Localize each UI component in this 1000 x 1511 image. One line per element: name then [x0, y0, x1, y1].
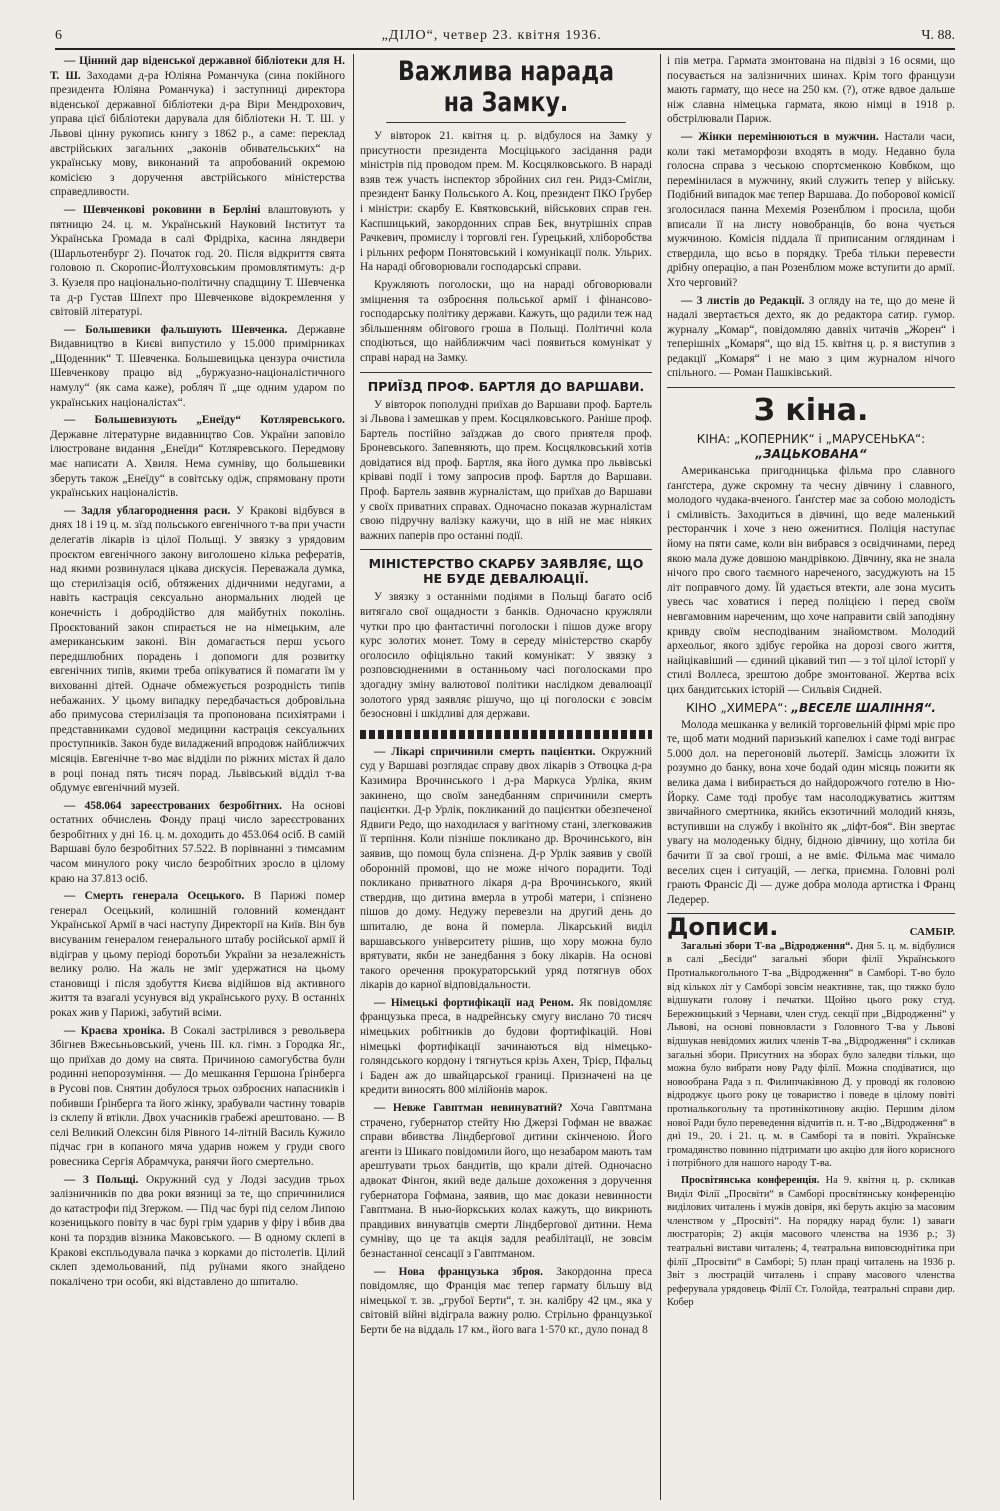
- page-header: [55, 22, 955, 50]
- news-item: [50, 504, 345, 796]
- news-item-text: Настали часи, коли такі метаморфози входять в моду. Недавно була голосна справа з чеською спортсменкою Ковбком, що перемінилася в мужчину, який служить тепер у війську. Подібний випадок має тепер Варшава. До поборової комісії зголосилася панна Мехемія Розенблюм і просила, щоби вписали її на листу новобранців, бо вона чується мужчиною. Комісія піддала її приписаним оглядинам і ствердила, що всьо в порядку. Треба тільки перевести дрібну операцію, а пан Розенблюм може вступити до армії. Хто черговий?: [667, 130, 955, 289]
- news-item-text: Заходами д-ра Юліяна Романчука (сина покійного президента Юліяна Романчука) і заступниці директора віденської державної бібліотеки д-ра Віри Мендрохович, управа цієї бібліотеки дарувала для бібліотеки Н. Т. Ш. у Львові цінну рукопись книгу з 1862 р., а саме: переклад австрійських загальних „законів обивательських“ на українську мову, виконаний та апробований окремою комісією з доручення австрійського міністерства справедливости.: [50, 69, 345, 199]
- news-item-lead: — Смерть генерала Осецького.: [64, 890, 245, 903]
- article-paragraph: У вівторок 21. квітня ц. р. відбулося на Замку у присутности президента Мосціцького засідання ради міністрів під проводом прем. М. Косцялковського. В нараді взяв теж участь інспектор збройних сил ген. Ридз-Сміґли, президент Банку Польського А. Коц, президент ПКО Ґрубер і міністри: скарбу Е. Квятковський, військових справ ген. Каспшицький, закордонних справ Бек, внутрішніх справ Рачкевич, промислу і торговлі ген. Ґурецький, хліборобства і рільних реформ Понятовський і комунікації полк. Ульрих. На нараді обговорювали господарські справи.: [360, 130, 652, 274]
- news-item-lead: — З Польщі.: [64, 1173, 139, 1186]
- news-item-text: У Кракові відбувся в днях 18 і 19 ц. м. зїзд польського евгенічного т-ва при участи делегатів лікарів із цілої Польщі. У звязку з урядовим проєктом евгенічного закону виголошено кілька рефератів, над якими розвинулася цікава дискусія. Переважала думка, що стерилізація осіб, обтяжених дідичними недугами, а навіть кастрація сексуально анормальних людей це конечність і добродійство для майбутніх поколінь. Проєктований закон спирається не на німецьким, але американським законі. Він домагається перш усього передшлюбних порадень і допомоги для розвитку евгенічних типів, якими треба опікуватися й помагати їм у вихованні дітей. Одначе обмежується розродність типів небажаних. У цьому випадку передбачається добровільна або примусова стерилізація та пропонована психіятрами і представниками судової медицини кастрація сексуальних проступників. Закон буде виладжений впродовж найближчих місяців. Евгенічне т-во має відділи по ріжних містах й дало в році понад пять тисяч порад. Львівський відділ т-ва обдумує евгенічний музей.: [50, 504, 345, 795]
- news-item: [50, 799, 345, 887]
- news-item-lead: — Шевченкові роковини в Берліні: [64, 203, 261, 216]
- subheadline: МІНІСТЕРСТВО СКАРБУ ЗАЯВЛЯЄ, ЩО НЕ БУДЕ ДЕВАЛЮАЦІЇ.: [368, 556, 644, 587]
- article-paragraph: У звязку з останніми подіями в Польщі багато осіб витягало свої ощадности з банків. Одночасно кружляли чутки про цю фантастичні поголоски і пішов дуже вгору курс золотих монет. Тому в середу міністерство скарбу оголосило офіціяльно такий комунікат: У звязку з розповсюдненими в останньому часі поголосками про здогадну зміну валютової політики наслідком девалюації золотого уряд заявляє рішучо, що ці поголоски є зовсім безосновні і шкідливі для держави.: [360, 591, 652, 721]
- news-item-lead: — Жінки перемінюються в мужчин.: [681, 130, 879, 143]
- news-item-text: Державне літературне видавництво Сов. України заповіло ілюстроване видання „Енеїди“ Котляревського. Передмову має написати А. Хвиля. Нема сумніву, що большевики зберуть також „Енеїду“ в совітську одіж, спрямовану проти українських націоналістів.: [50, 428, 345, 500]
- subheadline: ПРИЇЗД ПРОФ. БАРТЛЯ ДО ВАРШАВИ.: [367, 378, 645, 394]
- film-review: Американська пригодницька фільма про славного ґанґстера, дуже скромну та чесну дівчину і славного, молодого чудака-вченого. Ґанґстер має за собою молодість і сміливість. Заходиться в дівчині, що веде маленький ресторанчик і хоче з нею оженитися. Поліція наступає йому на пяти саме, коли він вибрався з освідчинами, перед якою мала дуже довшою мандрівкою. Дівчину, яка не знала нічого про свого таємного нареченого, засуджують на 15 літ поправчого дому. Їй удається втекти, але зона мусить увесь час ховатися і перед поліцією і перед своїм невгамовним нареченим, що хоче направити свій заподіяну кривду своїм несподіваним знайомством. Молодий археольог, якого здібує геройка на дорозі свого життя, найцікавіший — єдиний цікавий тип — з тої цілої історії у стилі Воллеса, зрештою добре змонтованої. Жертва всіх цих бандитських історій — Сильвія Сидней.: [667, 465, 955, 696]
- news-item-lead: — Цінний дар віденської державної бібліотеки для Н. Т. Ш.: [50, 55, 345, 82]
- column-rule: [353, 54, 354, 1500]
- divider: [360, 549, 652, 550]
- issue-number: Ч. 88.: [921, 28, 955, 43]
- main-headline: Важлива нарада на Замку.: [386, 56, 625, 123]
- news-item: [50, 413, 345, 501]
- cinema-heading: [667, 432, 955, 462]
- news-item-text: Як повідомляє французька преса, в надрейнську смугу вислано 70 тисяч німецьких робітників до будови фортифікацій. Нові німецькі фортифікації зачинаються від німецько-голяндського кордону і тягнуться крізь Ахен, Трієр, Пфальц і Баден аж до швайцарської границі. Призначені на це кредити виносять 800 мілійонів марок.: [360, 996, 652, 1097]
- news-item: [50, 1173, 345, 1290]
- news-item-lead: — З листів до Редакції.: [681, 294, 805, 307]
- news-item: [50, 1024, 345, 1170]
- news-item-text: Закордонна преса повідомляє, що Франція має тепер гармату більшу від німецької т. зв. „грубої Берти“, т. зн. калібру 42 цм., яка у світовій війні відіграла важну ролю. Стрільно французької Берти бе на віддаль 17 км., його вага 1·570 кг., дуло понад 8: [360, 1265, 652, 1336]
- divider: [360, 372, 652, 373]
- news-item-lead: Загальні збори Т-ва „Відродження“.: [681, 940, 853, 952]
- news-item-text: На 9. квітня ц. р. скликав Виділ Філії „Просвіти“ в Самборі просвітянську конференцію виділових читалень і мужів довіря, які беруть акцію за масовим членством у „Просвіті“. На порядку нарад були: 1) заваги люстраторів; 2) акція масового членства на 1936 р.; 3) театральні вистави читалень; 4, театральна виповсюднітика при філії „Просвіти“ в Самборі; 5) план праці читалень на 1936 р. Звіт з люстрацій читалень і справу масового членства реферувала урядовець Філії Ст. Голойда, театральні справи дир. Кобер: [667, 1174, 955, 1309]
- news-item-lead: — Большевизують „Енеїду“ Котляревського.: [64, 414, 345, 427]
- news-item-text: Дня 5. ц. м. відбулися в салі „Бесіди“ загальні збори філії Українського Протиалькогольного Т-ва „Відродження“ в Самборі. Т-во було від кількох літ у Самборі зовсім неактивне, так, що тяжко було відшукати голову і печатки. Щойно цього року студ. Бережницький з Чернави, член студ. секції при „Відродженні“ у Львові, на основі повновласти з Головного Т-ва у Львові відшукав невідомих жилих членів Т-ва „Відродження“ і скликав загальні збори. Присутних на зборах було заледви тільки, що можна було вибрати нову Раду філії. Можна сподіватися, що новообрана Рада з п. Филипчаківною Д. у проводі як головою відроджує цього року це товариство і поведе в цілому повіті протиалькогольну та протинікотинову акцію. Першим ділом нової Ради було переведення відчитів п. н. Т-во „Відродження“ в дні 19., 20. і 21. ц. м. в Самборі та в повіті. Українське громадянство повинно підтримати цю акцію для його корисного і потрібного для нашого народу Т-ва.: [667, 940, 955, 1170]
- news-item-lead: — Нова французька зброя.: [374, 1265, 543, 1278]
- news-item: [360, 1101, 652, 1262]
- news-item-lead: — Лікарі спричинили смерть пацієнтки.: [374, 745, 596, 758]
- correspondence-header: [667, 913, 955, 942]
- cinema-label: КІНА: „КОПЕРНИК“ і „МАРУСЕНЬКА“:: [696, 432, 926, 447]
- news-item-text: Хоча Гавптмана страчено, губернатор стейту Ню Джерзі Гофман не вважає справи вбивства Ліндберґової дитини скінченою. Його агенти із Шикаго повідомили його, що незабаром мають там арештувати трьох бандитів, що крали дітей. Одночасно адвокат Фінґон, який веде дальше дохоження з доручення губернатора Гофмана, заявив, що має докази невинности Гавптмана. В нью-йоркських колах кажуть, що викриють правдивих винуватців смерти Ліндберґової дитини. Нема сумніву, що це та акція задля реабілітації, не зовсім безнастанної сенсації з Гавптманом.: [360, 1102, 652, 1260]
- column-left: [50, 54, 345, 1500]
- news-item-lead: — 458.064 зареєстрованих безробітних.: [64, 799, 283, 812]
- cinema-heading: [667, 701, 955, 716]
- news-item: [360, 996, 652, 1098]
- news-item: [360, 1265, 652, 1338]
- masthead-date: „ДІЛО“, четвер 23. квітня 1936.: [381, 28, 602, 43]
- news-item: [50, 54, 345, 200]
- news-item-text: влаштовують у пятницю 24. ц. м. Український Науковий Інститут та Українська Громада в салі Фрідріха, касина ляндвери (Шарльотенбург 2). Початок год. 20. Після відкриття свята головою п. Скоропис-Йолтуховським промовлятимуть: д-р З. Кузеля про національно-політичну спадщину Т. Шевченка та д-р Густав Шпехт про Шевченкове відокремлення у світовій літературі.: [50, 203, 345, 319]
- film-title: „ВЕСЕЛЕ ШАЛІННЯ“.: [791, 700, 936, 715]
- article-paragraph: Кружляють поголоски, що на нараді обговорювали зміцнення та озброєння польської армії і фінансово-господарську політику держави. Кажуть, що радили теж над збільшенням обігового гроша в Польщі. Політичні кола сподіються, що найближчим часі появиться комунікат у справі нарад на Замку.: [360, 278, 652, 364]
- news-item: [667, 294, 955, 382]
- article-paragraph: У вівторок пополудні приїхав до Варшави проф. Бартель зі Львова і замешкав у прем. Косцялковського. Раніше проф. Бартель постійно заїзджав до свого приятеля проф. Броневського. Запевняють, що прем. Косцялковський хотів довідатися від проф. Бартля, яка його думка про львівські кріваві події і тому запросив проф. Бартля до Варшави. Проф. Бартель заявив журналістам, що приїхав до Варшави у своїх приватних справах. Одночасно показав журналістам свою підручну валізку кажучи, що в ній не має ніяких важних паперів про останні події.: [360, 398, 652, 542]
- news-item-text: Державне Видавництво в Києві випустило у 15.000 примірниках „Щоденник“ Т. Шевченка. Большевицька цензура очистила Шевченкову працю від „буржуазно-націоналістичного намулу“ (як сама каже), робляч її „ще одним ударом по українських націоналістах“.: [50, 323, 345, 409]
- news-item-text: З огляду на те, що до мене й надалі звертається дехто, як до редактора сатир. гумор. журналу „Комар“, повідомляю давніх читачів „Жорен“ і теперішніх „Комаря“, що від 15. квітня ц. р. я виступив з редакції „Комаря“ і не маю з цим журналом нічого спільного. — Роман Пашківський.: [667, 294, 955, 380]
- news-item-text: На основі остатних обчислень Фонду праці число зареєстрованих безробітних у дні 16. ц. м. доходить до 453.064 осіб. В самій Варшаві було безробітних 57.522. В порівнанні з тимсамим часом минулого року число безробітних зросло в цілому краю на 37.813 осіб.: [50, 799, 345, 885]
- column-rule: [660, 54, 661, 1500]
- cinema-section-title: З кіна.: [753, 393, 869, 429]
- column-middle: [360, 54, 652, 1500]
- ornamental-divider: [360, 730, 652, 739]
- news-item-text: В Сокалі застрілився з револьвера Збігнев Вжесьньовський, учень III. кл. гімн. з Городка Яг., що приїхав до дому на свята. Причиною самогубства були родинні непорозуміння. — До мешкання Гершона Ґрінберга в Русові пов. Снятин добулося трьох озброєних напасників і побивши Ґрінберга та його жінку, зрабували частину товарів із склепу й втікли. Двох учасників грабежі арештовано. — В селі Великий Олексин біля Рівного 14-літній Василь Кужило підчас гри в копаного мяча ударив ножем у груди свого ровесника Сергія Абрамчука, ранячи його смертельно.: [50, 1024, 345, 1168]
- news-item: [50, 323, 345, 411]
- news-item: [667, 1174, 955, 1310]
- news-item: [360, 745, 652, 993]
- article-continuation: і пів метра. Гармата змонтована на підвізі з 16 осями, що посувається на залізничних шинах. Крім того французи мають гармату, що несе на 250 км. (?), отже вдвое дальше ніж славна німецька гармата, якою німці в 1918 р. обстрілювали Париж.: [667, 55, 955, 126]
- news-item-text: Окружний суд у Лодзі засудив трьох залізничників по два роки вязниці за те, що спричинилися до катастрофи під Зґержом. — Під час бурі під селом Липою козеницького повіту в час бурі грім ударив у фіру і вбив два коні та порздив візника Маковського. — В одному склепі в Кракові експльодувала пачка з корками до пістолетів. Цілий склеп здемольований, під руїнами якого знайдено покалічено три особи, які відставлено до шпиталю.: [50, 1173, 345, 1288]
- news-item-lead: — Краєва хроніка.: [64, 1024, 165, 1037]
- dateline-place: САМБІР.: [909, 926, 955, 939]
- news-item-lead: — Задля ублагороднення раси.: [64, 504, 231, 517]
- page-number: 6: [55, 28, 62, 43]
- news-item: [50, 203, 345, 320]
- correspondence-title: Дописи.: [667, 913, 779, 942]
- column-right: [667, 54, 955, 1500]
- divider: [667, 387, 955, 388]
- news-item: [50, 889, 345, 1020]
- film-review: Молода мешканка у великій торговельній фірмі мріє про те, щоб мати модний паризький капелюх і саме тоді виграє 5.000 дол. на перегоновій льотерії. Замісць зложити їх розумно до банку, вона хоче бодай один місяць пожити як велика дама і вибирається до найдорожчого готелю в Ню-Йорку. Саме тоді пробує там насолоджуватись життям звичайного смертника, якийсь екзотичний молодий князь, вступивши на службу і вкоїніто як „ліфт-боя“. Він звертає увагу на молоденьку бідну, бідною дівчину, що хотіла би бачити її за свої гроші, а не вміє. Фільма має чимало веселих сцен і ситуацій, — легка, приємна. Головні ролі грають Франсіс Ді — дуже добра молода артистка і Франц Ледерер.: [667, 718, 955, 906]
- news-item-lead: — Німецькі фортифікації над Реном.: [374, 996, 574, 1009]
- news-item-lead: — Большевики фальшують Шевченка.: [64, 323, 288, 336]
- news-item-text: Окружний суд у Варшаві розглядає справу двох лікарів з Отвоцка д-ра Казимира Врочинського і д-ра Маркуса Урліка, яким закинено, що своїм занедбанням спричинили смерть пацієнтки. Д-р Урлік, покликаний до пацієнтки обезпеченої Ядвиги Редо, що находилася у вагітному стані, злегковажив її терпіння. Коли пізніше покликано др. Врочинського, він заявив, що помощ була спізнена. Д-р Урлік заявив у своїй оборонній промові, що не може нічого порадити. Тоді покликано приватного лікаря д-ра Врочинського, який ствердив, що дитина вмерла в утробі матери, і спізнено пішов до дому. Недужу перевезли на другий день до шпиталю, де вона й померла. Лікарський виділ варшавського університету рішив, що хору можна було врятувати, якби не занедбання з боку лікарів. На основі такого оречення прокураторський уряд потягнув обох лікарів до карної відповідальности.: [360, 745, 652, 992]
- news-item: [667, 130, 955, 291]
- news-item-lead: Просвітянська конференція.: [681, 1174, 820, 1186]
- news-item-lead: — Невже Гавптман невинуватий?: [374, 1102, 563, 1115]
- cinema-label: КІНО „ХИМЕРА“:: [686, 700, 788, 715]
- news-item-text: В Парижі помер генерал Осецький, колишній головний комендант Української Армії в часі наступу Директорії на Київ. Він був висуваним генералом генерального штабу російської армії й відіграв у цьому періоді боротьби України за незалежність велику ролю. На жаль не зміг удержатися на цьому становищі і після здобуття Києва відійшов від активного життя та взагалі усунувся від українського руху. В останніх роках жив у Парижі, забутий всіми.: [50, 890, 345, 1019]
- film-title: „ЗАЦЬКОВАНА“: [755, 447, 867, 462]
- news-item: [667, 940, 955, 1171]
